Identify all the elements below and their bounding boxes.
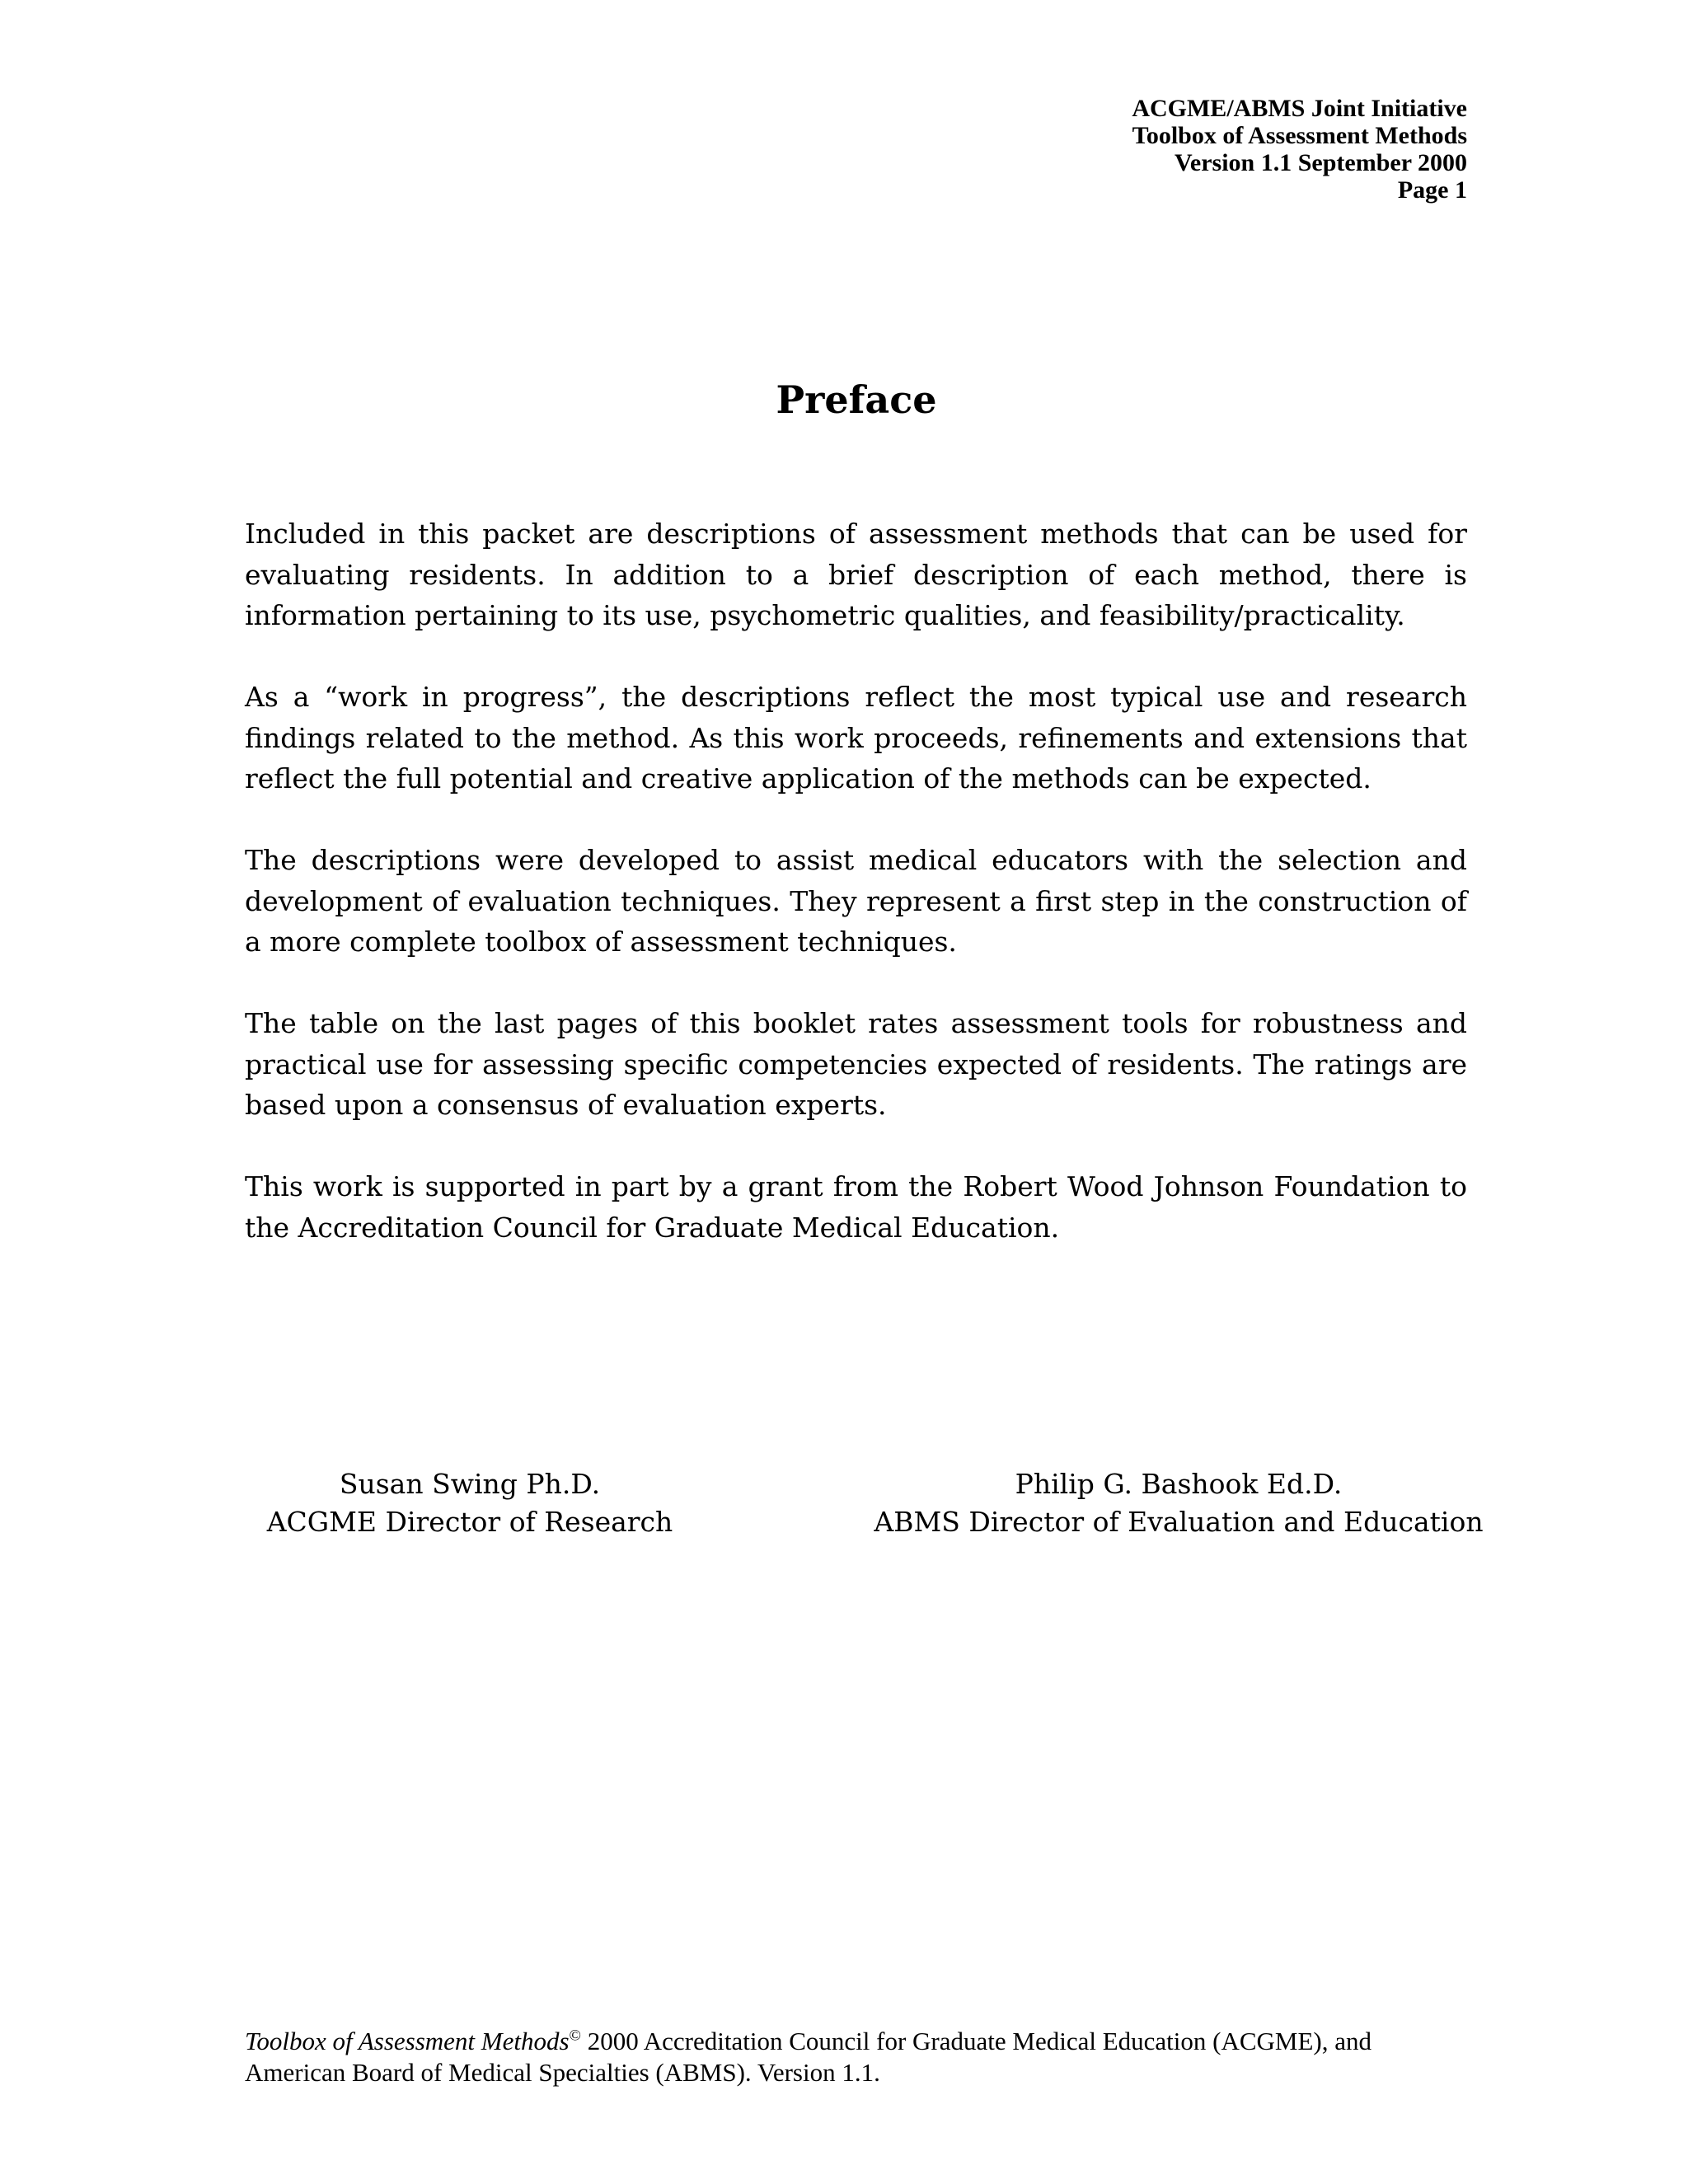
footer-text-1: 2000 Accreditation Council for Graduate Medical Education (ACGME), and	[580, 2027, 1372, 2055]
header-initiative: ACGME/ABMS Joint Initiative	[1132, 95, 1467, 122]
signature-bashook	[857, 1465, 1500, 1541]
page-title: Preface	[776, 377, 937, 422]
signature-role: ABMS Director of Evaluation and Education	[874, 1506, 1484, 1538]
footer-text-2: American Board of Medical Specialties (ABMS). Version 1.1.	[245, 2058, 880, 2087]
footer-line-1	[245, 2026, 1481, 2057]
signature-role: ACGME Director of Research	[266, 1506, 673, 1538]
signature-name: Susan Swing Ph.D.	[339, 1468, 601, 1500]
footer-title: Toolbox of Assessment Methods	[245, 2027, 570, 2055]
paragraph-support: This work is supported in part by a grant from the Robert Wood Johnson Foundation to the Accreditation Council for Graduate Medical Education.	[245, 1170, 1467, 1244]
page-footer	[245, 2026, 1481, 2088]
paragraph-descriptions: The descriptions were developed to assist medical educators with the selection and development of evaluation techniques. They represent a first step in the construction of a more complete toolbox of assessment techniques.	[245, 844, 1467, 958]
signature-swing	[247, 1465, 692, 1541]
signature-name: Philip G. Bashook Ed.D.	[1015, 1468, 1343, 1500]
header-toolbox: Toolbox of Assessment Methods	[1132, 122, 1467, 149]
header-version: Version 1.1 September 2000	[1175, 149, 1467, 176]
paragraph-included: Included in this packet are descriptions of assessment methods that can be used for evaluating residents. In addition to a brief description of each method, there is information pertaining to its use, psychometric qualities, and feasibility/practicality.	[245, 518, 1467, 631]
running-header	[1132, 95, 1467, 204]
paragraph-work-in-progress: As a “work in progress”, the descriptions reflect the most typical use and research findings related to the method. As this work proceeds, refinements and extensions that reflect the full potential and creative application of the methods can be expected.	[245, 681, 1467, 794]
copyright-symbol: ©	[569, 2027, 581, 2045]
header-page-number: Page 1	[1397, 176, 1467, 204]
paragraph-table: The table on the last pages of this booklet rates assessment tools for robustness and practical use for assessing specific competencies expected of residents. The ratings are based upon a consensus of evaluation experts.	[245, 1007, 1467, 1121]
preface-body	[245, 513, 1467, 1289]
